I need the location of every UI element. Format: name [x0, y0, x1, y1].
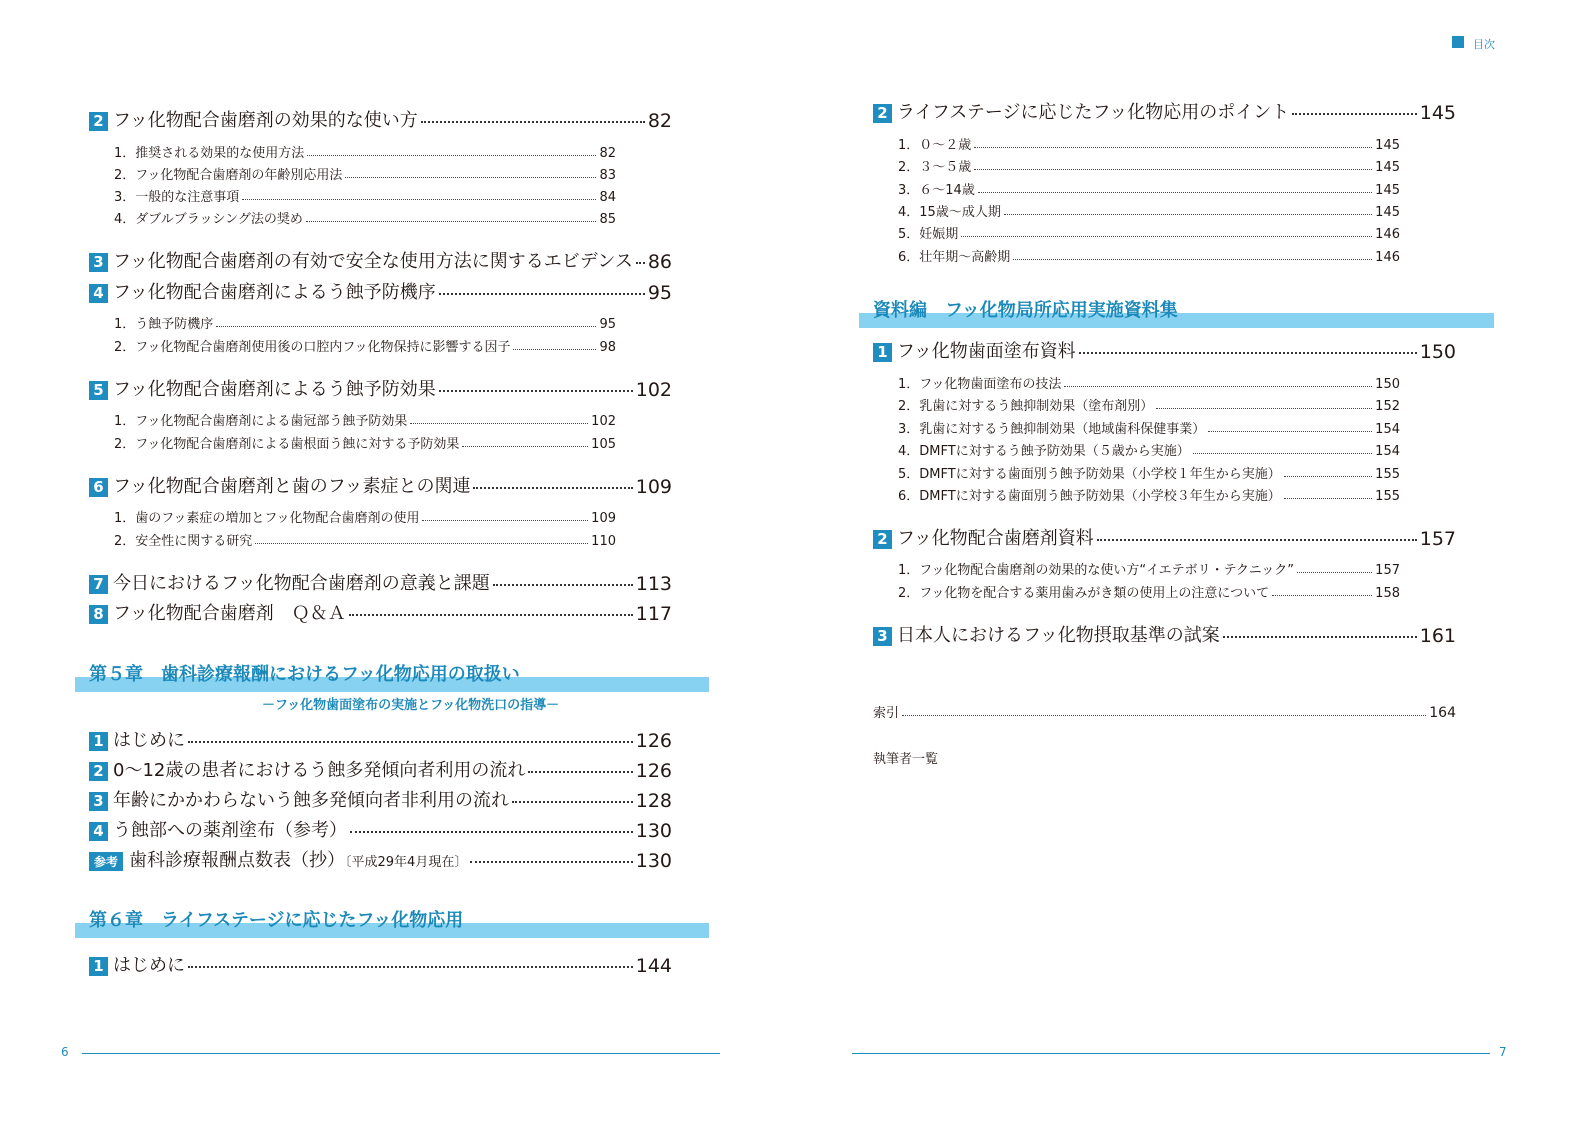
toc-appendix-section-2[interactable]: [873, 526, 1456, 550]
toc-section-2[interactable]: [89, 108, 672, 132]
section-title: フッ化物歯面塗布資料: [897, 341, 1076, 362]
toc-section-5[interactable]: [89, 377, 672, 401]
leader-dots: [512, 800, 633, 803]
leader-dots: [188, 740, 633, 743]
leader-dots: [1097, 538, 1417, 541]
index-label: 索引: [873, 706, 900, 721]
item-label: 1．フッ化物配合歯磨剤の効果的な使い方“イエテボリ・テクニック”: [898, 563, 1295, 578]
toc-appendix-section-1[interactable]: [873, 339, 1456, 363]
toc-item[interactable]: [898, 486, 1400, 504]
section-title: 今日におけるフッ化物配合歯磨剤の意義と課題: [113, 573, 490, 594]
page-ref: 144: [635, 955, 672, 977]
page-ref: 102: [591, 414, 616, 429]
page-ref: 105: [591, 437, 616, 452]
page-ref: 109: [591, 511, 616, 526]
page-ref: 161: [1419, 625, 1456, 647]
chapter-6-heading: [75, 902, 709, 938]
page-ref: 145: [1375, 138, 1400, 153]
toc-item[interactable]: [114, 187, 616, 205]
leader-dots: [410, 422, 588, 424]
authors-list-link[interactable]: 執筆者一覧: [873, 752, 939, 767]
leader-dots: [902, 714, 1426, 716]
page-number: 7: [1499, 1045, 1507, 1059]
section-title: フッ化物配合歯磨剤と歯のフッ素症との関連: [113, 476, 471, 497]
toc-section-7[interactable]: [89, 571, 672, 595]
leader-dots: [350, 830, 633, 833]
section-number-badge: 4: [89, 822, 108, 841]
section-title: フッ化物配合歯磨剤によるう蝕予防効果: [113, 379, 436, 400]
leader-dots: [961, 235, 1372, 237]
footer-rule: [82, 1053, 720, 1054]
item-label: 2．フッ化物配合歯磨剤の年齢別応用法: [114, 168, 343, 183]
toc-ch6-section-2[interactable]: [873, 100, 1456, 124]
toc-item[interactable]: [114, 314, 616, 332]
toc-item[interactable]: [898, 180, 1400, 198]
chapter-5-heading: [75, 656, 709, 692]
reference-note: 〔平成29年4月現在〕: [345, 855, 468, 870]
page-ref: 158: [1375, 586, 1400, 601]
page-ref: 82: [647, 110, 672, 132]
leader-dots: [978, 191, 1372, 193]
section-title: はじめに: [113, 955, 185, 976]
leader-dots: [242, 198, 596, 200]
leader-dots: [1297, 571, 1372, 573]
page-ref: 98: [599, 340, 616, 355]
item-label: 1．う蝕予防機序: [114, 317, 214, 332]
page-ref: 110: [591, 534, 616, 549]
section-number-badge: 3: [89, 792, 108, 811]
leader-dots: [462, 445, 588, 447]
leader-dots: [473, 486, 632, 489]
toc-item[interactable]: [114, 165, 616, 183]
toc-ch5-entry-4[interactable]: [89, 818, 672, 842]
section-number-badge: 1: [873, 343, 892, 362]
leader-dots: [421, 120, 645, 123]
page-ref: 85: [599, 212, 616, 227]
section-number-badge: 7: [89, 575, 108, 594]
toc-item[interactable]: [898, 583, 1400, 601]
chapter-title: 第５章 歯科診療報酬におけるフッ化物応用の取扱い: [89, 664, 520, 685]
toc-section-4[interactable]: [89, 280, 672, 304]
header-tab-label: 目次: [1473, 38, 1495, 51]
page-ref: 145: [1375, 205, 1400, 220]
toc-item[interactable]: [114, 434, 616, 452]
toc-section-6[interactable]: [89, 474, 672, 498]
leader-dots: [1292, 112, 1417, 115]
page-ref: 95: [647, 282, 672, 304]
item-label: 1．０～２歳: [898, 138, 972, 153]
leader-dots: [1156, 407, 1372, 409]
leader-dots: [493, 583, 633, 586]
toc-item[interactable]: [898, 224, 1400, 242]
reference-title: 歯科診療報酬点数表（抄）: [129, 850, 346, 871]
leader-dots: [439, 292, 645, 295]
leader-dots: [1208, 430, 1372, 432]
toc-ch5-entry-3[interactable]: [89, 788, 672, 812]
toc-item[interactable]: [898, 135, 1400, 153]
page-ref: 145: [1375, 183, 1400, 198]
item-label: 1．フッ化物配合歯磨剤による歯冠部う蝕予防効果: [114, 414, 408, 429]
page-ref: 109: [635, 476, 672, 498]
leader-dots: [439, 389, 633, 392]
page-ref: 145: [1375, 160, 1400, 175]
item-label: 6．DMFTに対する歯面別う蝕予防効果（小学校３年生から実施）: [898, 489, 1281, 504]
section-number-badge: 8: [89, 605, 108, 624]
toc-item[interactable]: [898, 247, 1400, 265]
section-number-badge: 3: [873, 627, 892, 646]
toc-item[interactable]: [898, 419, 1400, 437]
toc-item[interactable]: [898, 374, 1400, 392]
section-number-badge: 3: [89, 253, 108, 272]
section-number-badge: 5: [89, 381, 108, 400]
page-number: 6: [61, 1045, 69, 1059]
leader-dots: [306, 220, 597, 222]
section-title: フッ化物配合歯磨剤資料: [897, 528, 1094, 549]
toc-ch5-reference[interactable]: [89, 848, 672, 872]
toc-item[interactable]: [114, 337, 616, 355]
leader-dots: [1284, 497, 1372, 499]
toc-item[interactable]: [898, 396, 1400, 414]
page-ref: 126: [635, 760, 672, 782]
section-number-badge: 2: [89, 112, 108, 131]
item-label: 5．DMFTに対する歯面別う蝕予防効果（小学校１年生から実施）: [898, 467, 1281, 482]
item-label: 3．一般的な注意事項: [114, 190, 240, 205]
toc-index[interactable]: [873, 703, 1456, 721]
toc-item[interactable]: [114, 143, 616, 161]
page-ref: 126: [635, 730, 672, 752]
leader-dots: [1013, 258, 1372, 260]
section-title: フッ化物配合歯磨剤の効果的な使い方: [113, 110, 418, 131]
item-label: 2．フッ化物を配合する薬用歯みがき類の使用上の注意について: [898, 586, 1270, 601]
page-ref: 95: [599, 317, 616, 332]
page-ref: 154: [1375, 422, 1400, 437]
leader-dots: [636, 261, 645, 264]
item-label: 4．ダブルブラッシング法の奨め: [114, 212, 303, 227]
page-ref: 146: [1375, 250, 1400, 265]
leader-dots: [1193, 452, 1372, 454]
toc-ch6-entry-1[interactable]: [89, 953, 672, 977]
toc-ch5-entry-2[interactable]: [89, 758, 672, 782]
item-label: 1．歯のフッ素症の増加とフッ化物配合歯磨剤の使用: [114, 511, 420, 526]
section-title: はじめに: [113, 730, 185, 751]
leader-dots: [513, 348, 596, 350]
item-label: 4．15歳～成人期: [898, 205, 1001, 220]
item-label: 2．フッ化物配合歯磨剤による歯根面う蝕に対する予防効果: [114, 437, 460, 452]
item-label: 4．DMFTに対するう蝕予防効果（５歳から実施）: [898, 444, 1190, 459]
toc-item[interactable]: [114, 531, 616, 549]
item-label: 2．３～５歳: [898, 160, 972, 175]
reference-tag: 参考: [89, 852, 123, 871]
section-title: フッ化物配合歯磨剤の有効で安全な使用方法に関するエビデンス: [113, 251, 633, 272]
appendix-title: 資料編 フッ化物局所応用実施資料集: [873, 300, 1178, 321]
page-ref: 145: [1419, 102, 1456, 124]
section-number-badge: 6: [89, 478, 108, 497]
section-title: ライフステージに応じたフッ化物応用のポイント: [897, 102, 1290, 123]
toc-item[interactable]: [114, 508, 616, 526]
page-ref: 155: [1375, 489, 1400, 504]
page-ref: 128: [635, 790, 672, 812]
page-ref: 83: [599, 168, 616, 183]
leader-dots: [345, 176, 596, 178]
toc-ch5-entry-1[interactable]: [89, 728, 672, 752]
section-title: う蝕部への薬剤塗布（参考）: [113, 820, 347, 841]
leader-dots: [188, 965, 633, 968]
page-ref: 150: [1375, 377, 1400, 392]
section-number-badge: 1: [89, 732, 108, 751]
toc-item[interactable]: [898, 441, 1400, 459]
section-title: 0～12歳の患者におけるう蝕多発傾向者利用の流れ: [113, 760, 526, 781]
leader-dots: [349, 613, 633, 616]
page-ref: 146: [1375, 227, 1400, 242]
page-ref: 102: [635, 379, 672, 401]
item-label: 1．フッ化物歯面塗布の技法: [898, 377, 1062, 392]
toc-section-3[interactable]: [89, 249, 672, 273]
item-label: 3．６～14歳: [898, 183, 975, 198]
toc-item[interactable]: [114, 411, 616, 429]
section-number-badge: 2: [873, 530, 892, 549]
leader-dots: [470, 860, 632, 863]
leader-dots: [307, 154, 596, 156]
page-ref: 164: [1429, 705, 1456, 721]
item-label: 2．フッ化物配合歯磨剤使用後の口腔内フッ化物保持に影響する因子: [114, 340, 511, 355]
page-ref: 113: [635, 573, 672, 595]
item-label: 3．乳歯に対するう蝕抑制効果（地域歯科保健事業）: [898, 422, 1206, 437]
page-ref: 155: [1375, 467, 1400, 482]
page-ref: 84: [599, 190, 616, 205]
section-number-badge: 1: [89, 957, 108, 976]
page-ref: 157: [1375, 563, 1400, 578]
section-title: 日本人におけるフッ化物摂取基準の試案: [897, 625, 1220, 646]
leader-dots: [1284, 475, 1372, 477]
appendix-heading: [859, 292, 1494, 328]
leader-dots: [1272, 594, 1372, 596]
section-number-badge: 2: [89, 762, 108, 781]
leader-dots: [974, 168, 1372, 170]
toc-item[interactable]: [114, 209, 616, 227]
toc-item[interactable]: [898, 202, 1400, 220]
page-ref: 154: [1375, 444, 1400, 459]
toc-item[interactable]: [898, 157, 1400, 175]
toc-section-8[interactable]: [89, 601, 672, 625]
section-number-badge: 4: [89, 284, 108, 303]
section-title: フッ化物配合歯磨剤によるう蝕予防機序: [113, 282, 436, 303]
page-ref: 117: [635, 603, 672, 625]
page-ref: 82: [599, 146, 616, 161]
leader-dots: [1004, 213, 1372, 215]
toc-item[interactable]: [898, 464, 1400, 482]
chapter-subtitle: －フッ化物歯面塗布の実施とフッ化物洗口の指導－: [262, 698, 560, 713]
footer-rule: [852, 1053, 1490, 1054]
toc-appendix-section-3[interactable]: [873, 623, 1456, 647]
leader-dots: [1079, 351, 1417, 354]
toc-item[interactable]: [898, 560, 1400, 578]
page-ref: 150: [1419, 341, 1456, 363]
left-page: [0, 0, 793, 1123]
leader-dots: [974, 146, 1372, 148]
item-label: 2．乳歯に対するう蝕抑制効果（塗布剤別）: [898, 399, 1154, 414]
item-label: 1．推奨される効果的な使用方法: [114, 146, 305, 161]
leader-dots: [1064, 385, 1372, 387]
leader-dots: [528, 770, 632, 773]
item-label: 5．妊娠期: [898, 227, 959, 242]
page-ref: 157: [1419, 528, 1456, 550]
section-number-badge: 2: [873, 104, 892, 123]
leader-dots: [255, 542, 588, 544]
page-ref: 152: [1375, 399, 1400, 414]
section-title: フッ化物配合歯磨剤 Ｑ＆Ａ: [113, 603, 346, 624]
leader-dots: [216, 325, 596, 327]
header-tab-marker: [1452, 36, 1464, 48]
item-label: 6．壮年期～高齢期: [898, 250, 1011, 265]
page-ref: 130: [635, 820, 672, 842]
leader-dots: [1223, 635, 1417, 638]
leader-dots: [422, 519, 588, 521]
page-ref: 86: [647, 251, 672, 273]
right-page: [793, 0, 1587, 1123]
chapter-title: 第６章 ライフステージに応じたフッ化物応用: [89, 910, 464, 931]
section-title: 年齢にかかわらないう蝕多発傾向者非利用の流れ: [113, 790, 509, 811]
item-label: 2．安全性に関する研究: [114, 534, 253, 549]
page-ref: 130: [635, 850, 672, 872]
